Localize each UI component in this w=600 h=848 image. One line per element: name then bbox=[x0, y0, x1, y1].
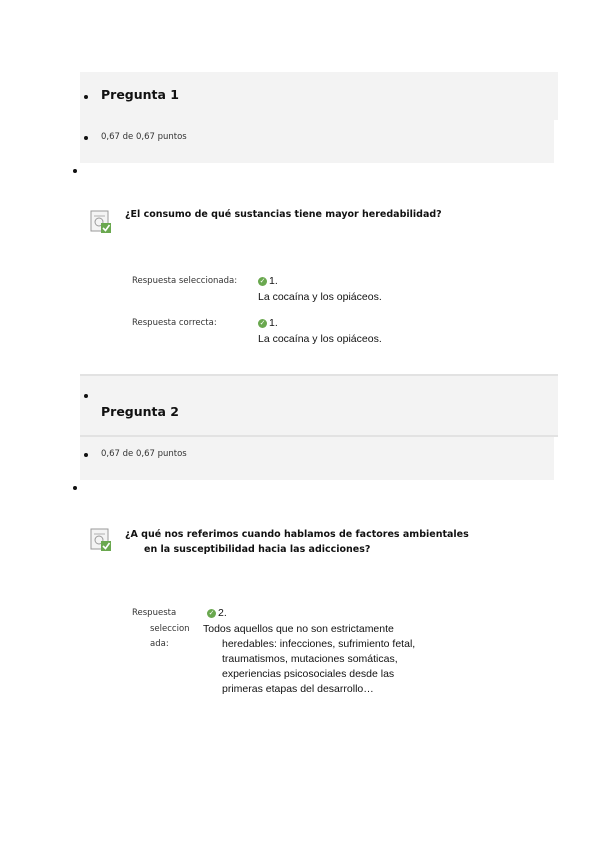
selected-answer-number: ✓ 2. bbox=[208, 607, 227, 619]
bullet bbox=[84, 394, 88, 398]
question-2-points: 0,67 de 0,67 puntos bbox=[101, 449, 187, 459]
question-complete-icon bbox=[90, 210, 112, 234]
bullet bbox=[73, 486, 77, 490]
selected-answer-line-1: Todos aquellos que no son estrictamente bbox=[203, 623, 394, 635]
selected-answer-number: ✓ 1. bbox=[259, 275, 278, 287]
question-1-points: 0,67 de 0,67 puntos bbox=[101, 132, 187, 142]
question-2-text-line-2: en la susceptibilidad hacia las adicciones? bbox=[144, 544, 371, 555]
check-circle-icon: ✓ bbox=[208, 610, 215, 617]
selected-answer-line-5: primeras etapas del desarrollo… bbox=[222, 683, 374, 695]
selected-answer-line-2: heredables: infecciones, sufrimiento fetal, bbox=[222, 638, 416, 650]
bullet bbox=[84, 136, 88, 140]
selected-answer-label-line-3: ada: bbox=[150, 639, 169, 649]
selected-answer-text: La cocaína y los opiáceos. bbox=[258, 291, 382, 303]
correct-answer-text: La cocaína y los opiáceos. bbox=[258, 333, 382, 345]
question-1-text: ¿El consumo de qué sustancias tiene mayor heredabilidad? bbox=[125, 209, 442, 220]
selected-answer-label: Respuesta seleccionada: bbox=[132, 276, 238, 286]
selected-answer-label-line-1: Respuesta bbox=[132, 608, 177, 618]
selected-answer-line-4: experiencias psicosociales desde las bbox=[222, 668, 395, 680]
check-circle-icon: ✓ bbox=[259, 278, 266, 285]
correct-answer-number: ✓ 1. bbox=[259, 317, 278, 329]
selected-answer-line-3: traumatismos, mutaciones somáticas, bbox=[222, 653, 398, 665]
question-2-text-line-1: ¿A qué nos referimos cuando hablamos de factores ambientales bbox=[125, 529, 469, 540]
check-circle-icon: ✓ bbox=[259, 320, 266, 327]
bullet bbox=[84, 95, 88, 99]
correct-answer-label: Respuesta correcta: bbox=[132, 318, 217, 328]
selected-answer-label-line-2: seleccion bbox=[150, 624, 190, 634]
bullet bbox=[84, 453, 88, 457]
question-1-title: Pregunta 1 bbox=[101, 87, 180, 102]
question-2-title: Pregunta 2 bbox=[101, 404, 180, 419]
bullet bbox=[73, 169, 77, 173]
question-complete-icon bbox=[90, 528, 112, 552]
